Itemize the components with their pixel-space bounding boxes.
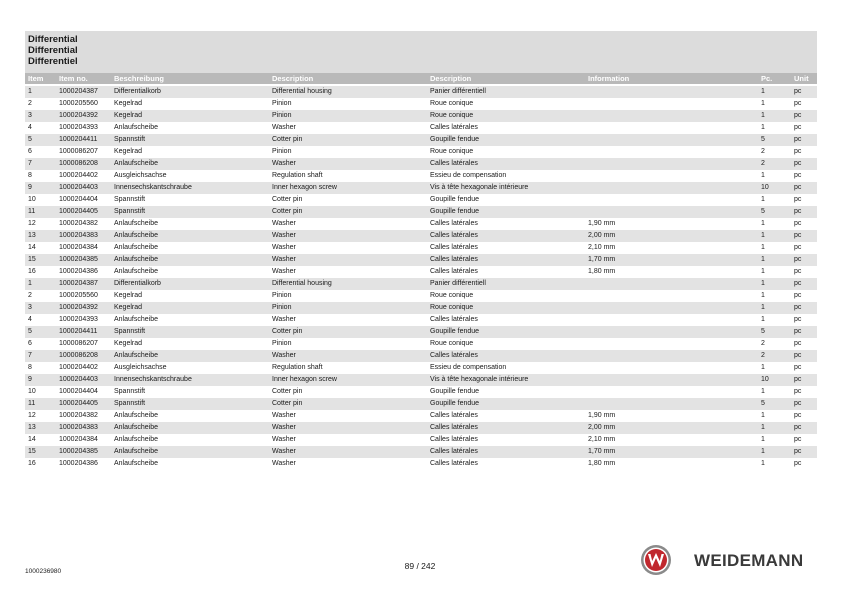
- cell-beschreibung: Anlaufscheibe: [114, 424, 158, 431]
- cell-item-no: 1000204392: [59, 304, 98, 311]
- cell-beschreibung: Spannstift: [114, 196, 146, 203]
- cell-item-no: 1000204402: [59, 364, 98, 371]
- cell-item: 7: [28, 352, 32, 359]
- cell-pc: 1: [761, 244, 765, 251]
- cell-unit: pc: [794, 460, 802, 467]
- cell-pc: 1: [761, 424, 765, 431]
- table-row: [25, 230, 817, 242]
- cell-description-en: Washer: [272, 424, 296, 431]
- header-unit: Unit: [794, 74, 809, 83]
- cell-item: 6: [28, 340, 32, 347]
- header-beschreibung: Beschreibung: [114, 74, 165, 83]
- cell-item: 15: [28, 256, 36, 263]
- cell-description-en: Cotter pin: [272, 400, 303, 407]
- cell-beschreibung: Ausgleichsachse: [114, 172, 167, 179]
- cell-description-fr: Calles latérales: [430, 460, 478, 467]
- cell-pc: 5: [761, 328, 765, 335]
- cell-item-no: 1000204387: [59, 280, 98, 287]
- cell-item: 15: [28, 448, 36, 455]
- header-item-no: Item no.: [59, 74, 88, 83]
- cell-description-en: Cotter pin: [272, 196, 303, 203]
- cell-description-fr: Roue conique: [430, 340, 474, 347]
- table-row: [25, 410, 817, 422]
- cell-unit: pc: [794, 136, 802, 143]
- cell-description-fr: Calles latérales: [430, 436, 478, 443]
- cell-item: 2: [28, 292, 32, 299]
- cell-unit: pc: [794, 100, 802, 107]
- table-row: [25, 326, 817, 338]
- section-title-box: [25, 31, 817, 73]
- cell-pc: 1: [761, 88, 765, 95]
- cell-beschreibung: Anlaufscheibe: [114, 448, 158, 455]
- cell-description-en: Pinion: [272, 292, 292, 299]
- cell-information: 1,70 mm: [588, 448, 616, 455]
- cell-description-fr: Calles latérales: [430, 352, 478, 359]
- cell-unit: pc: [794, 388, 802, 395]
- cell-item-no: 1000204384: [59, 436, 98, 443]
- cell-beschreibung: Kegelrad: [114, 304, 143, 311]
- cell-beschreibung: Kegelrad: [114, 292, 143, 299]
- table-row: [25, 266, 817, 278]
- cell-information: 1,90 mm: [588, 412, 616, 419]
- cell-description-fr: Goupille fendue: [430, 328, 480, 335]
- cell-item: 10: [28, 388, 36, 395]
- cell-description-en: Inner hexagon screw: [272, 184, 337, 191]
- cell-beschreibung: Anlaufscheibe: [114, 232, 158, 239]
- cell-unit: pc: [794, 304, 802, 311]
- cell-unit: pc: [794, 256, 802, 263]
- cell-unit: pc: [794, 148, 802, 155]
- cell-pc: 1: [761, 268, 765, 275]
- cell-unit: pc: [794, 184, 802, 191]
- cell-pc: 1: [761, 316, 765, 323]
- cell-item: 14: [28, 436, 36, 443]
- cell-description-en: Washer: [272, 244, 296, 251]
- table-row: [25, 374, 817, 386]
- cell-item-no: 1000204382: [59, 220, 98, 227]
- cell-item: 11: [28, 400, 36, 407]
- cell-item: 3: [28, 304, 32, 311]
- cell-information: 1,70 mm: [588, 256, 616, 263]
- cell-item-no: 1000086207: [59, 148, 98, 155]
- cell-item-no: 1000204403: [59, 376, 98, 383]
- cell-description-en: Washer: [272, 436, 296, 443]
- cell-unit: pc: [794, 268, 802, 275]
- cell-item: 1: [28, 88, 32, 95]
- cell-unit: pc: [794, 208, 802, 215]
- cell-pc: 1: [761, 304, 765, 311]
- cell-item: 6: [28, 148, 32, 155]
- table-row: [25, 182, 817, 194]
- cell-item: 13: [28, 424, 36, 431]
- cell-description-fr: Calles latérales: [430, 220, 478, 227]
- cell-description-en: Washer: [272, 124, 296, 131]
- cell-unit: pc: [794, 88, 802, 95]
- cell-information: 1,80 mm: [588, 268, 616, 275]
- cell-description-en: Washer: [272, 256, 296, 263]
- table-row: [25, 314, 817, 326]
- cell-description-fr: Calles latérales: [430, 268, 478, 275]
- cell-beschreibung: Spannstift: [114, 388, 146, 395]
- cell-beschreibung: Anlaufscheibe: [114, 220, 158, 227]
- cell-item-no: 1000204385: [59, 256, 98, 263]
- cell-description-fr: Goupille fendue: [430, 400, 480, 407]
- cell-description-fr: Calles latérales: [430, 316, 478, 323]
- table-row: [25, 122, 817, 134]
- cell-description-en: Inner hexagon screw: [272, 376, 337, 383]
- cell-pc: 1: [761, 100, 765, 107]
- cell-description-fr: Roue conique: [430, 148, 474, 155]
- cell-pc: 1: [761, 112, 765, 119]
- cell-unit: pc: [794, 412, 802, 419]
- cell-pc: 2: [761, 160, 765, 167]
- cell-item-no: 1000204411: [59, 136, 98, 143]
- cell-item-no: 1000204403: [59, 184, 98, 191]
- cell-item: 10: [28, 196, 36, 203]
- cell-description-en: Regulation shaft: [272, 172, 323, 179]
- cell-description-en: Washer: [272, 352, 296, 359]
- cell-description-en: Washer: [272, 412, 296, 419]
- cell-unit: pc: [794, 340, 802, 347]
- cell-description-fr: Panier différentiell: [430, 88, 486, 95]
- cell-pc: 1: [761, 124, 765, 131]
- cell-description-en: Cotter pin: [272, 388, 303, 395]
- cell-unit: pc: [794, 220, 802, 227]
- cell-item: 2: [28, 100, 32, 107]
- cell-unit: pc: [794, 352, 802, 359]
- cell-description-fr: Roue conique: [430, 304, 474, 311]
- cell-beschreibung: Spannstift: [114, 136, 146, 143]
- cell-pc: 5: [761, 136, 765, 143]
- cell-information: 2,10 mm: [588, 244, 616, 251]
- cell-unit: pc: [794, 316, 802, 323]
- cell-item: 14: [28, 244, 36, 251]
- cell-item-no: 1000204386: [59, 460, 98, 467]
- cell-item: 11: [28, 208, 36, 215]
- cell-pc: 1: [761, 364, 765, 371]
- cell-unit: pc: [794, 448, 802, 455]
- title-german: Differential: [28, 34, 78, 45]
- cell-description-fr: Roue conique: [430, 100, 474, 107]
- table-row: [25, 134, 817, 146]
- table-row: [25, 446, 817, 458]
- cell-pc: 1: [761, 280, 765, 287]
- cell-item-no: 1000086207: [59, 340, 98, 347]
- table-row: [25, 386, 817, 398]
- header-description-fr: Description: [430, 74, 472, 83]
- cell-item-no: 1000086208: [59, 160, 98, 167]
- header-pc: Pc.: [761, 74, 773, 83]
- parts-table-body: [25, 86, 817, 470]
- cell-item: 9: [28, 184, 32, 191]
- table-row: [25, 362, 817, 374]
- cell-description-fr: Calles latérales: [430, 448, 478, 455]
- table-row: [25, 242, 817, 254]
- cell-description-en: Cotter pin: [272, 208, 303, 215]
- header-item: Item: [28, 74, 44, 83]
- cell-unit: pc: [794, 160, 802, 167]
- cell-description-en: Washer: [272, 220, 296, 227]
- table-row: [25, 302, 817, 314]
- cell-item-no: 1000204383: [59, 424, 98, 431]
- cell-description-fr: Panier différentiell: [430, 280, 486, 287]
- cell-unit: pc: [794, 112, 802, 119]
- cell-item-no: 1000204384: [59, 244, 98, 251]
- cell-beschreibung: Kegelrad: [114, 100, 143, 107]
- cell-description-fr: Calles latérales: [430, 244, 478, 251]
- table-header: [25, 73, 817, 84]
- cell-description-en: Washer: [272, 268, 296, 275]
- table-row: [25, 158, 817, 170]
- cell-unit: pc: [794, 436, 802, 443]
- cell-information: 2,00 mm: [588, 424, 616, 431]
- table-row: [25, 398, 817, 410]
- cell-item-no: 1000204386: [59, 268, 98, 275]
- cell-item: 3: [28, 112, 32, 119]
- weidemann-logo-icon: [640, 544, 672, 576]
- table-row: [25, 98, 817, 110]
- cell-pc: 1: [761, 196, 765, 203]
- cell-beschreibung: Anlaufscheibe: [114, 352, 158, 359]
- cell-item: 5: [28, 136, 32, 143]
- cell-unit: pc: [794, 364, 802, 371]
- cell-beschreibung: Kegelrad: [114, 112, 143, 119]
- cell-item: 4: [28, 316, 32, 323]
- table-row: [25, 278, 817, 290]
- cell-item: 4: [28, 124, 32, 131]
- cell-item-no: 1000205560: [59, 292, 98, 299]
- cell-description-fr: Calles latérales: [430, 232, 478, 239]
- cell-description-fr: Vis à tête hexagonale intérieure: [430, 376, 529, 383]
- cell-item: 12: [28, 412, 36, 419]
- cell-description-en: Cotter pin: [272, 136, 303, 143]
- cell-description-fr: Goupille fendue: [430, 388, 480, 395]
- cell-item-no: 1000205560: [59, 100, 98, 107]
- cell-pc: 5: [761, 208, 765, 215]
- cell-pc: 2: [761, 340, 765, 347]
- title-french: Differentiel: [28, 56, 78, 67]
- cell-pc: 1: [761, 460, 765, 467]
- cell-description-en: Pinion: [272, 112, 292, 119]
- cell-pc: 1: [761, 292, 765, 299]
- cell-pc: 1: [761, 388, 765, 395]
- cell-item: 1: [28, 280, 32, 287]
- cell-information: 1,80 mm: [588, 460, 616, 467]
- cell-item-no: 1000204405: [59, 400, 98, 407]
- cell-description-en: Pinion: [272, 100, 292, 107]
- cell-pc: 10: [761, 376, 769, 383]
- cell-description-en: Washer: [272, 460, 296, 467]
- table-row: [25, 86, 817, 98]
- cell-description-fr: Calles latérales: [430, 412, 478, 419]
- cell-description-en: Pinion: [272, 304, 292, 311]
- cell-beschreibung: Anlaufscheibe: [114, 412, 158, 419]
- cell-description-fr: Calles latérales: [430, 256, 478, 263]
- header-description-en: Description: [272, 74, 314, 83]
- cell-beschreibung: Spannstift: [114, 208, 146, 215]
- cell-description-en: Washer: [272, 160, 296, 167]
- cell-item-no: 1000204411: [59, 328, 98, 335]
- cell-unit: pc: [794, 376, 802, 383]
- cell-description-en: Washer: [272, 316, 296, 323]
- cell-description-fr: Calles latérales: [430, 124, 478, 131]
- cell-item: 7: [28, 160, 32, 167]
- cell-item: 8: [28, 364, 32, 371]
- cell-item-no: 1000204383: [59, 232, 98, 239]
- page-number: 89 / 242: [404, 561, 436, 571]
- cell-description-fr: Roue conique: [430, 112, 474, 119]
- cell-item-no: 1000204392: [59, 112, 98, 119]
- title-english: Differential: [28, 45, 78, 56]
- cell-unit: pc: [794, 400, 802, 407]
- cell-item-no: 1000204402: [59, 172, 98, 179]
- cell-description-fr: Essieu de compensation: [430, 364, 507, 371]
- cell-pc: 2: [761, 148, 765, 155]
- table-row: [25, 206, 817, 218]
- cell-unit: pc: [794, 280, 802, 287]
- cell-item-no: 1000204387: [59, 88, 98, 95]
- table-row: [25, 350, 817, 362]
- cell-item: 5: [28, 328, 32, 335]
- cell-pc: 5: [761, 400, 765, 407]
- cell-description-en: Cotter pin: [272, 328, 303, 335]
- cell-description-fr: Essieu de compensation: [430, 172, 507, 179]
- table-row: [25, 434, 817, 446]
- cell-beschreibung: Anlaufscheibe: [114, 436, 158, 443]
- cell-item: 8: [28, 172, 32, 179]
- cell-pc: 1: [761, 232, 765, 239]
- cell-item-no: 1000204405: [59, 208, 98, 215]
- cell-description-fr: Calles latérales: [430, 424, 478, 431]
- cell-item-no: 1000204393: [59, 124, 98, 131]
- cell-pc: 1: [761, 256, 765, 263]
- cell-unit: pc: [794, 292, 802, 299]
- cell-beschreibung: Differentialkorb: [114, 280, 161, 287]
- table-row: [25, 338, 817, 350]
- cell-unit: pc: [794, 232, 802, 239]
- cell-unit: pc: [794, 196, 802, 203]
- cell-item-no: 1000204404: [59, 196, 98, 203]
- cell-beschreibung: Anlaufscheibe: [114, 316, 158, 323]
- cell-beschreibung: Differentialkorb: [114, 88, 161, 95]
- table-row: [25, 146, 817, 158]
- cell-information: 2,00 mm: [588, 232, 616, 239]
- cell-pc: 1: [761, 220, 765, 227]
- document-number: 1000236980: [25, 568, 62, 575]
- table-row: [25, 290, 817, 302]
- cell-item-no: 1000204404: [59, 388, 98, 395]
- cell-pc: 10: [761, 184, 769, 191]
- cell-beschreibung: Anlaufscheibe: [114, 256, 158, 263]
- cell-item-no: 1000204385: [59, 448, 98, 455]
- cell-beschreibung: Ausgleichsachse: [114, 364, 167, 371]
- cell-description-en: Regulation shaft: [272, 364, 323, 371]
- cell-beschreibung: Anlaufscheibe: [114, 268, 158, 275]
- cell-beschreibung: Spannstift: [114, 328, 146, 335]
- cell-unit: pc: [794, 172, 802, 179]
- cell-pc: 1: [761, 172, 765, 179]
- cell-description-en: Pinion: [272, 340, 292, 347]
- cell-information: 1,90 mm: [588, 220, 616, 227]
- cell-beschreibung: Kegelrad: [114, 148, 143, 155]
- cell-unit: pc: [794, 328, 802, 335]
- cell-beschreibung: Anlaufscheibe: [114, 124, 158, 131]
- cell-item: 9: [28, 376, 32, 383]
- cell-information: 2,10 mm: [588, 436, 616, 443]
- cell-pc: 1: [761, 412, 765, 419]
- cell-pc: 1: [761, 448, 765, 455]
- cell-item: 16: [28, 268, 36, 275]
- cell-unit: pc: [794, 244, 802, 251]
- cell-item-no: 1000204382: [59, 412, 98, 419]
- cell-description-fr: Calles latérales: [430, 160, 478, 167]
- cell-description-fr: Goupille fendue: [430, 208, 480, 215]
- cell-description-fr: Goupille fendue: [430, 196, 480, 203]
- cell-description-en: Differential housing: [272, 88, 332, 95]
- cell-description-en: Pinion: [272, 148, 292, 155]
- cell-beschreibung: Anlaufscheibe: [114, 160, 158, 167]
- cell-description-fr: Vis à tête hexagonale intérieure: [430, 184, 529, 191]
- table-row: [25, 254, 817, 266]
- cell-beschreibung: Innensechskantschraube: [114, 376, 192, 383]
- cell-item: 13: [28, 232, 36, 239]
- cell-item-no: 1000086208: [59, 352, 98, 359]
- table-row: [25, 218, 817, 230]
- cell-pc: 2: [761, 352, 765, 359]
- cell-pc: 1: [761, 436, 765, 443]
- cell-item: 16: [28, 460, 36, 467]
- cell-item-no: 1000204393: [59, 316, 98, 323]
- cell-description-fr: Goupille fendue: [430, 136, 480, 143]
- cell-beschreibung: Anlaufscheibe: [114, 244, 158, 251]
- brand-name: WEIDEMANN: [694, 551, 804, 570]
- header-information: Information: [588, 74, 630, 83]
- cell-unit: pc: [794, 424, 802, 431]
- cell-beschreibung: Anlaufscheibe: [114, 460, 158, 467]
- cell-description-en: Washer: [272, 448, 296, 455]
- cell-beschreibung: Kegelrad: [114, 340, 143, 347]
- table-row: [25, 422, 817, 434]
- cell-unit: pc: [794, 124, 802, 131]
- table-row: [25, 110, 817, 122]
- cell-beschreibung: Innensechskantschraube: [114, 184, 192, 191]
- cell-description-en: Differential housing: [272, 280, 332, 287]
- table-row: [25, 170, 817, 182]
- table-row: [25, 458, 817, 470]
- cell-description-fr: Roue conique: [430, 292, 474, 299]
- cell-description-en: Washer: [272, 232, 296, 239]
- cell-beschreibung: Spannstift: [114, 400, 146, 407]
- table-row: [25, 194, 817, 206]
- cell-item: 12: [28, 220, 36, 227]
